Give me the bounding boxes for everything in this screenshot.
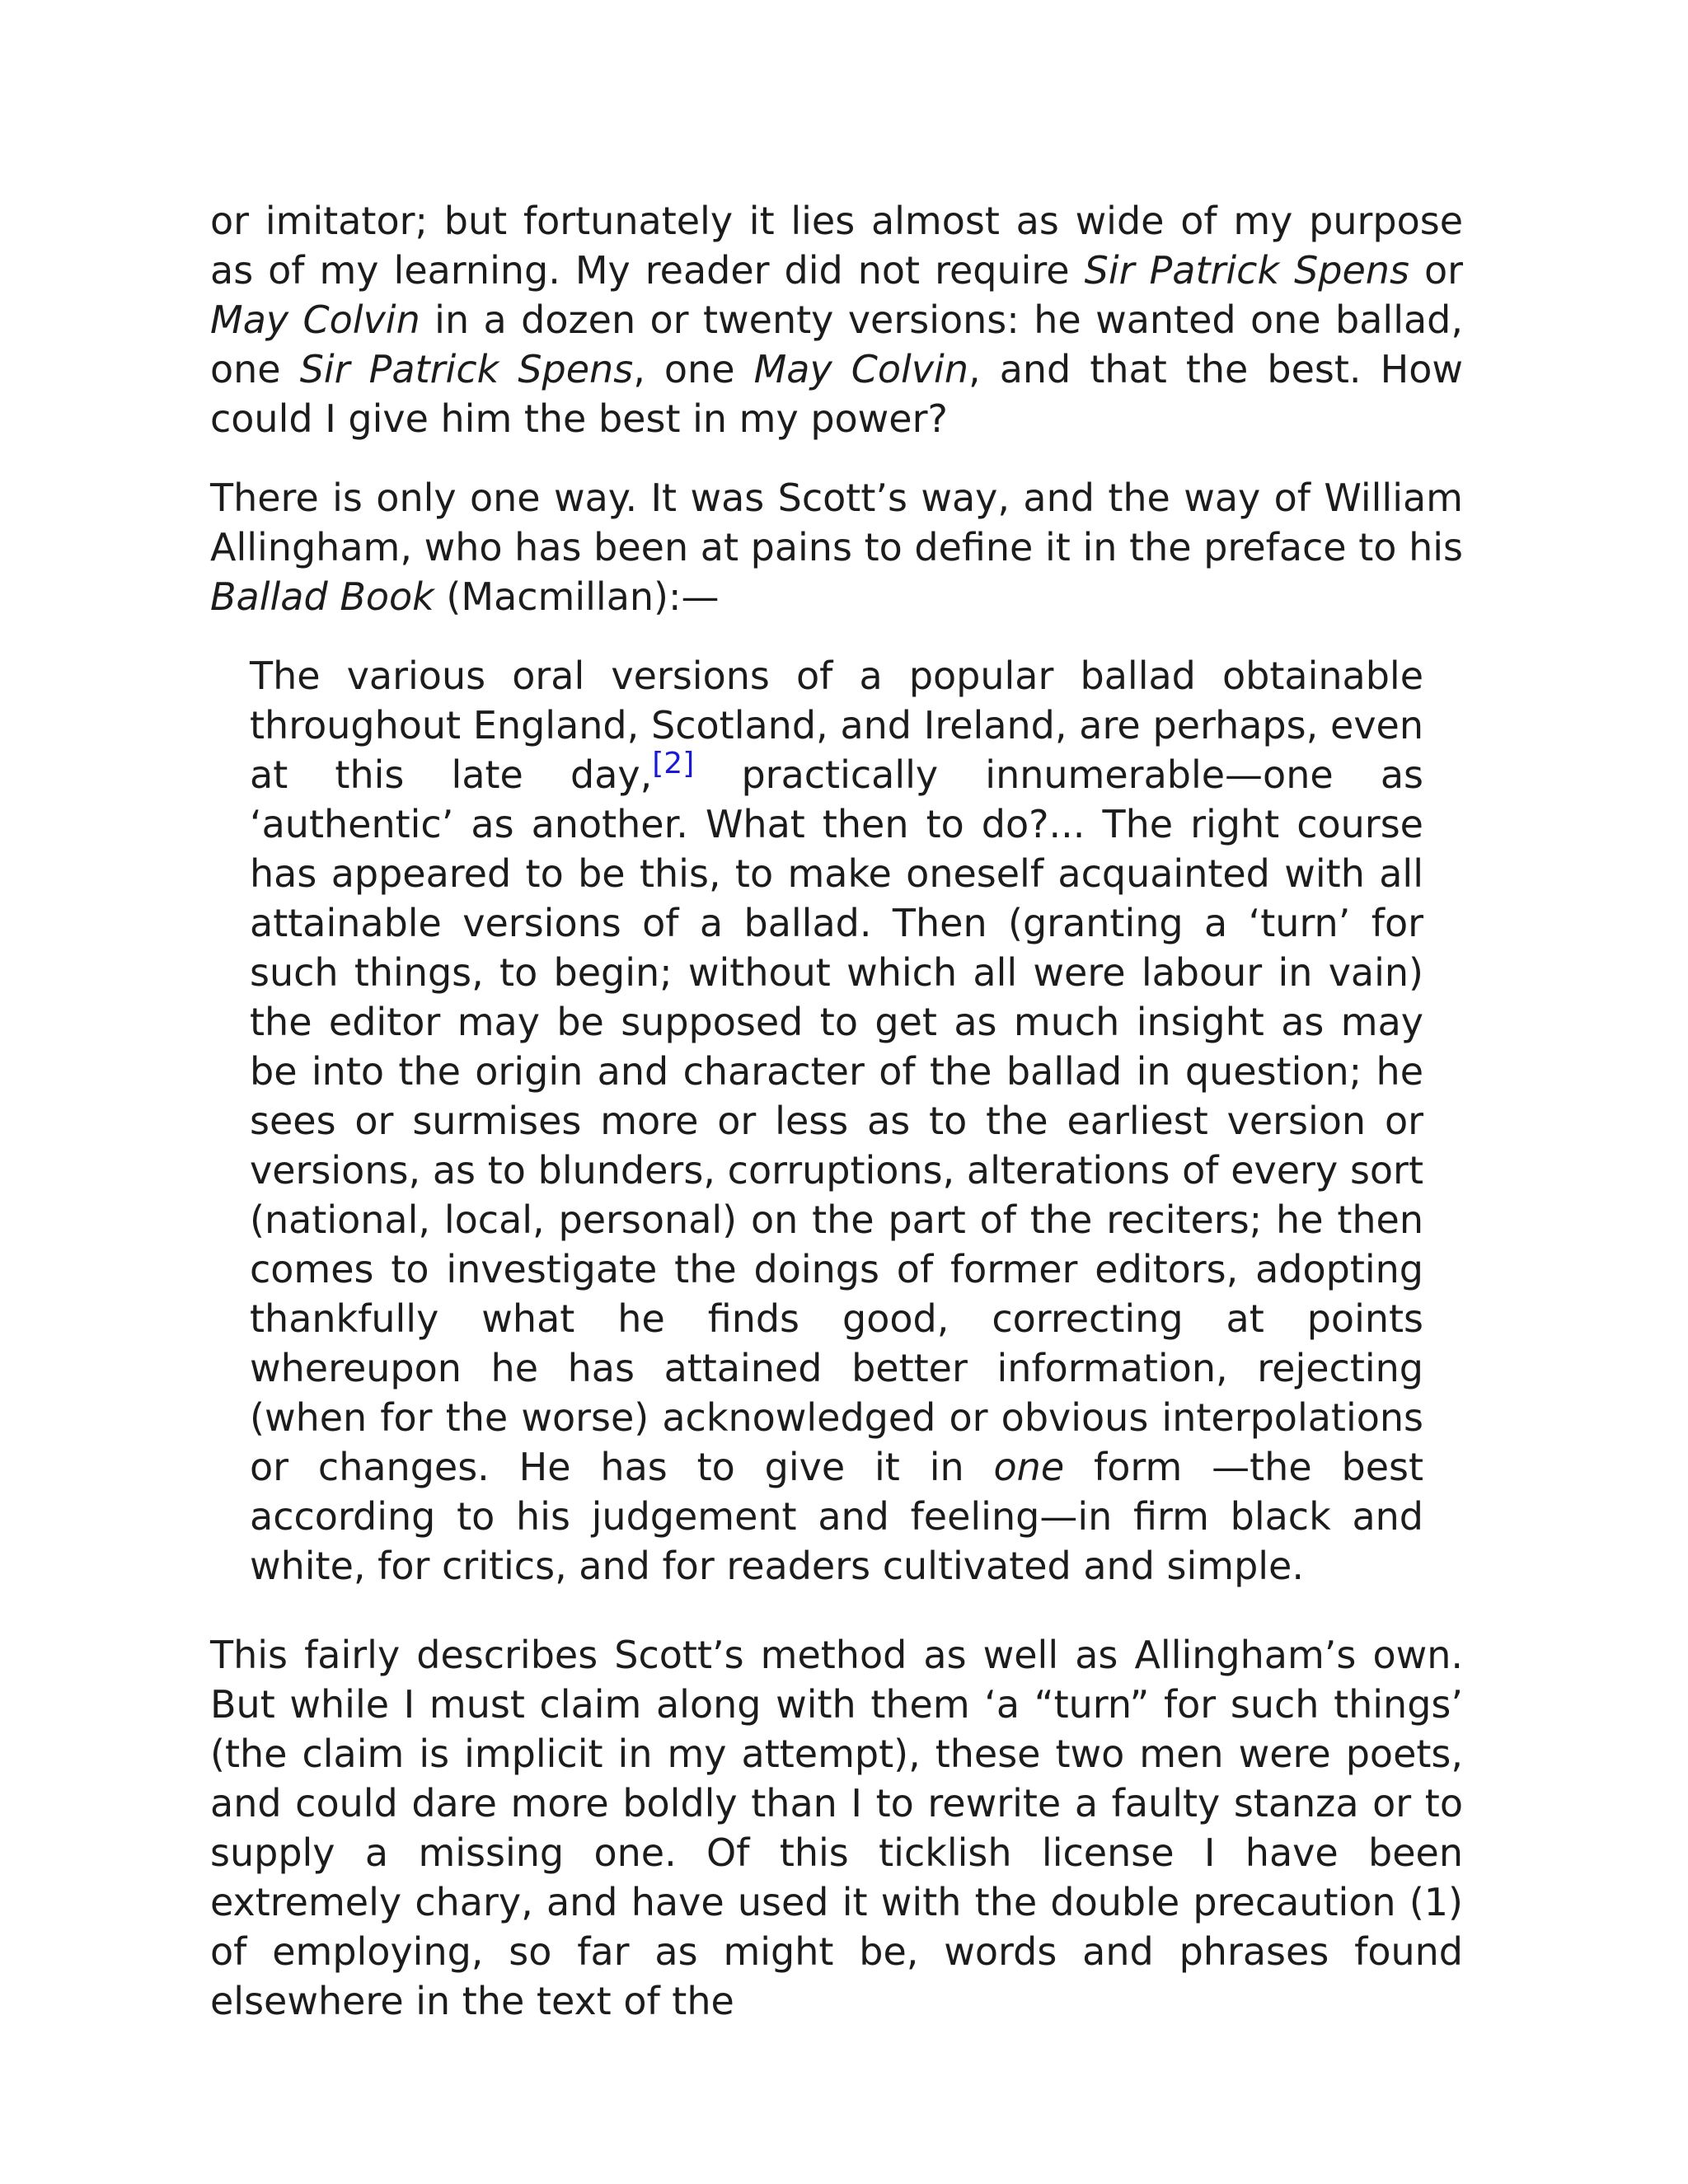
block-quote	[250, 651, 1423, 1591]
paragraph-1-text-5: , and that the best. How could I give him the best in my power?	[210, 347, 1463, 441]
paragraph-1-text-1: or imitator; but fortunately it lies almost as wide of my purpose as of my learning. My reader did not require	[210, 199, 1463, 293]
paragraph-1	[210, 196, 1463, 443]
quote-text-2: practically innumerable—one as ‘authentic’ as another. What then to do?... The right course has appeared to be this, to make oneself acquainted with all attainable versions of a ballad. Then (granting a ‘turn’ for such things, to begin; without which all were labour in vain) the editor may be supposed to get as much insight as may be into the origin and character of the ballad in question; he sees or surmises more or less as to the earliest version or versions, as to blunders, corruptions, alterations of every sort (national, local, personal) on the part of the reciters; he then comes to investigate the doings of former editors, adopting thankfully what he finds good, correcting at points whereupon he has attained better information, rejecting (when for the worse) acknowledged or obvious interpolations or changes. He has to give it in	[250, 752, 1423, 1489]
paragraph-2	[210, 473, 1463, 621]
paragraph-3	[210, 1630, 1463, 2026]
quote-text-3: form —the best according to his judgement and feeling—in firm black and white, for critics, and for readers cultivated and simple.	[250, 1445, 1423, 1588]
quote-emphasis-one: one	[993, 1445, 1065, 1489]
title-may-colvin: May Colvin	[210, 298, 420, 342]
title-ballad-book: Ballad Book	[210, 574, 434, 619]
title-may-colvin-2: May Colvin	[753, 347, 968, 391]
title-sir-patrick-spens-2: Sir Patrick Spens	[299, 347, 634, 391]
paragraph-1-text-4: , one	[633, 347, 754, 391]
title-sir-patrick-spens: Sir Patrick Spens	[1084, 248, 1409, 293]
paragraph-1-text-2: or	[1409, 248, 1463, 293]
paragraph-1-text-3: in a dozen or twenty versions: he wanted one ballad, one	[210, 298, 1464, 391]
paragraph-2-text-1: There is only one way. It was Scott’s way, and the way of William Allingham, who has been at pains to define it in the preface to his	[210, 476, 1463, 569]
page-body	[210, 196, 1463, 2026]
footnote-link[interactable]: [2]	[652, 747, 695, 780]
paragraph-3-text-1: This fairly describes Scott’s method as well as Allingham’s own. But while I must claim along with them ‘a “turn” for such things’ (the claim is implicit in my attempt), these two men were poets, and could dare more boldly than I to rewrite a faulty stanza or to supply a missing one. Of this ticklish license I have been extremely chary, and have used it with the double precaution (1) of employing, so far as might be, words and phrases found elsewhere in the text of the	[210, 1633, 1463, 2023]
quote-text-1: The various oral versions of a popular ballad obtainable throughout England, Scotland, and Ireland, are perhaps, even at this late day,	[250, 654, 1423, 797]
paragraph-2-text-2: (Macmillan):—	[434, 574, 720, 619]
